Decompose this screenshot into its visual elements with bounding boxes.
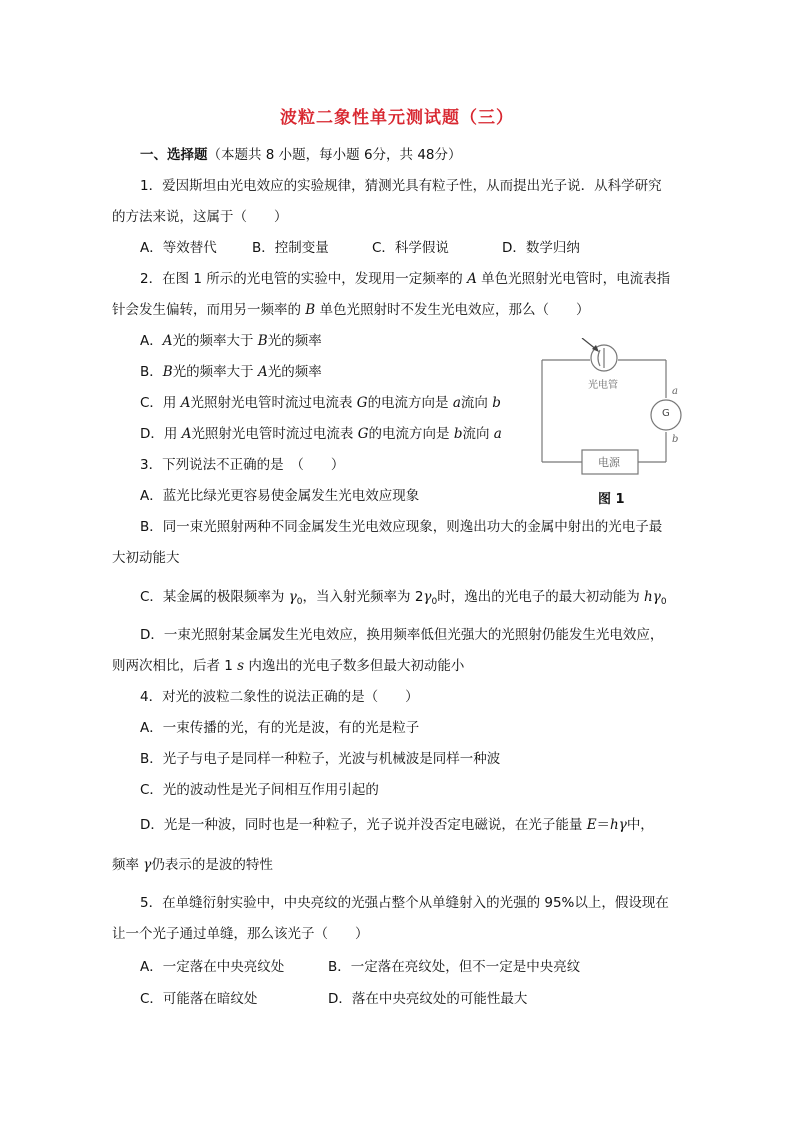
opt-text: 中， [626,817,654,833]
var-B: B [305,302,316,318]
q5-option-d: D．落在中央亮纹处的可能性最大 [328,991,528,1007]
q4-stem: 4．对光的波粒二象性的说法正确的是（ ） [140,689,419,705]
q3-option-b-line1: B．同一束光照射两种不同金属发生光电效应现象，则逸出功大的金属中射出的光电子最 [140,519,663,535]
subscript-zero: 0 [660,597,667,607]
q5-stem-line2: 让一个光子通过单缝，那么该光子（ ） [112,926,369,942]
q3-option-a: A．蓝光比绿光更容易使金属发生光电效应现象 [140,488,420,504]
galvanometer-label: G [662,408,670,419]
q3-option-c [140,588,667,611]
opt-text: 光照射光电管时流过电流表 [191,426,358,442]
opt-text: 光的频率 [267,333,322,349]
var-G: G [356,395,368,411]
opt-text: D．光是一种波，同时也是一种粒子，光子说并没否定电磁说，在光子能量 [140,817,587,833]
q2-option-a [140,332,322,350]
symbol-gamma: γ [288,589,297,605]
opt-text: 流向 [460,395,493,411]
phototube-label: 光电管 [588,380,618,391]
node-a-label: a [672,386,678,397]
q1-option-a: A．等效替代 [140,240,217,256]
q1-option-b: B．控制变量 [252,240,329,256]
figure-caption: 图 1 [598,492,625,507]
q2-stem-line2 [112,301,590,319]
page-title: 波粒二象性单元测试题（三） [280,108,514,128]
opt-text: 流向 [462,426,494,442]
opt-text: 光的频率 [267,364,322,380]
var-b: b [453,426,463,442]
unit-s: s [237,658,245,674]
figure-1-circuit [520,338,700,508]
var-B: B [257,333,268,349]
opt-text: 的电流方向是 [367,395,453,411]
opt-text: 光的频率大于 [172,333,258,349]
q3-option-d-line2 [112,657,464,675]
section-header [140,146,462,164]
node-b-label: b [672,434,679,445]
opt-text: 频率 [112,857,144,873]
q3-option-d-line1: D．一束光照射某金属发生光电效应，换用频率低但光强大的光照射仍能发生光电效应， [140,627,664,643]
opt-text: C．某金属的极限频率为 [140,589,289,605]
symbol-gamma: γ [143,857,152,873]
q4-option-a: A．一束传播的光，有的光是波，有的光是粒子 [140,720,420,736]
var-b: b [492,395,501,411]
q2-stem-text: 单色光照射光电管时，电流表指 [476,271,671,287]
equals-sign: ＝ [596,817,611,833]
subscript-zero: 0 [296,597,303,607]
symbol-h: h [644,589,653,605]
q4-option-d-line2 [112,856,273,874]
var-A: A [181,426,192,442]
var-B: B [162,364,173,380]
var-A: A [180,395,191,411]
var-a: a [452,395,461,411]
opt-text: 的电流方向是 [368,426,454,442]
q1-option-c: C．科学假说 [372,240,449,256]
opt-text: 则两次相比，后者 1 [112,658,238,674]
symbol-gamma: γ [652,589,661,605]
opt-text: C．用 [140,395,181,411]
subscript-zero: 0 [431,597,438,607]
opt-text: 仍表示的是波的特性 [151,857,273,873]
q2-option-d [140,425,502,443]
var-a: a [493,426,502,442]
q4-option-b: B．光子与电子是同样一种粒子，光波与机械波是同样一种波 [140,751,501,767]
symbol-h-gamma: hγ [610,817,627,833]
section-lead: 一、选择题 [140,147,208,163]
q4-option-c: C．光的波动性是光子间相互作用引起的 [140,782,379,798]
q5-option-b: B．一定落在亮纹处，但不一定是中央亮纹 [328,959,581,975]
q1-stem-line1: 1．爱因斯坦由光电效应的实验规律，猜测光具有粒子性，从而提出光子说．从科学研究 [140,178,662,194]
var-A: A [257,364,268,380]
opt-text: 时，逸出的光电子的最大初动能为 [437,589,645,605]
section-note: （本题共 8 小题，每小题 6分，共 48分） [207,147,462,163]
q3-stem: 3．下列说法不正确的是 （ ） [140,457,345,473]
q2-stem-text: 针会发生偏转，而用另一频率的 [112,302,306,318]
symbol-E: E [586,817,597,833]
opt-text: D．用 [140,426,182,442]
opt-text: 光的频率大于 [172,364,258,380]
opt-text: 内逸出的光电子数多但最大初动能小 [244,658,465,674]
power-source-label: 电源 [598,456,620,469]
q1-stem-line2: 的方法来说，这属于（ ） [112,209,288,225]
q2-option-c [140,394,501,412]
q1-option-d: D．数学归纳 [502,240,580,256]
var-A: A [467,271,477,287]
q2-stem-text: 2．在图 1 所示的光电管的实验中，发现用一定频率的 [140,271,468,287]
opt-text: A． [140,333,163,349]
circuit-diagram [520,338,700,508]
q3-option-b-line2: 大初动能大 [112,550,180,566]
var-G: G [357,426,369,442]
opt-text: ，当入射光频率为 2 [302,589,424,605]
var-A: A [162,333,173,349]
q2-option-b [140,363,322,381]
q2-stem-text: 单色光照射时不发生光电效应，那么（ ） [315,302,590,318]
q4-option-d-line1 [140,816,654,834]
q5-option-a: A．一定落在中央亮纹处 [140,959,285,975]
symbol-gamma: γ [423,589,432,605]
q5-stem-line1: 5．在单缝衍射实验中，中央亮纹的光强占整个从单缝射入的光强的 95%以上，假设现在 [140,895,669,911]
opt-text: 光照射光电管时流过电流表 [190,395,357,411]
q2-stem-line1 [140,270,670,288]
opt-text: B． [140,364,163,380]
q5-option-c: C．可能落在暗纹处 [140,991,258,1007]
